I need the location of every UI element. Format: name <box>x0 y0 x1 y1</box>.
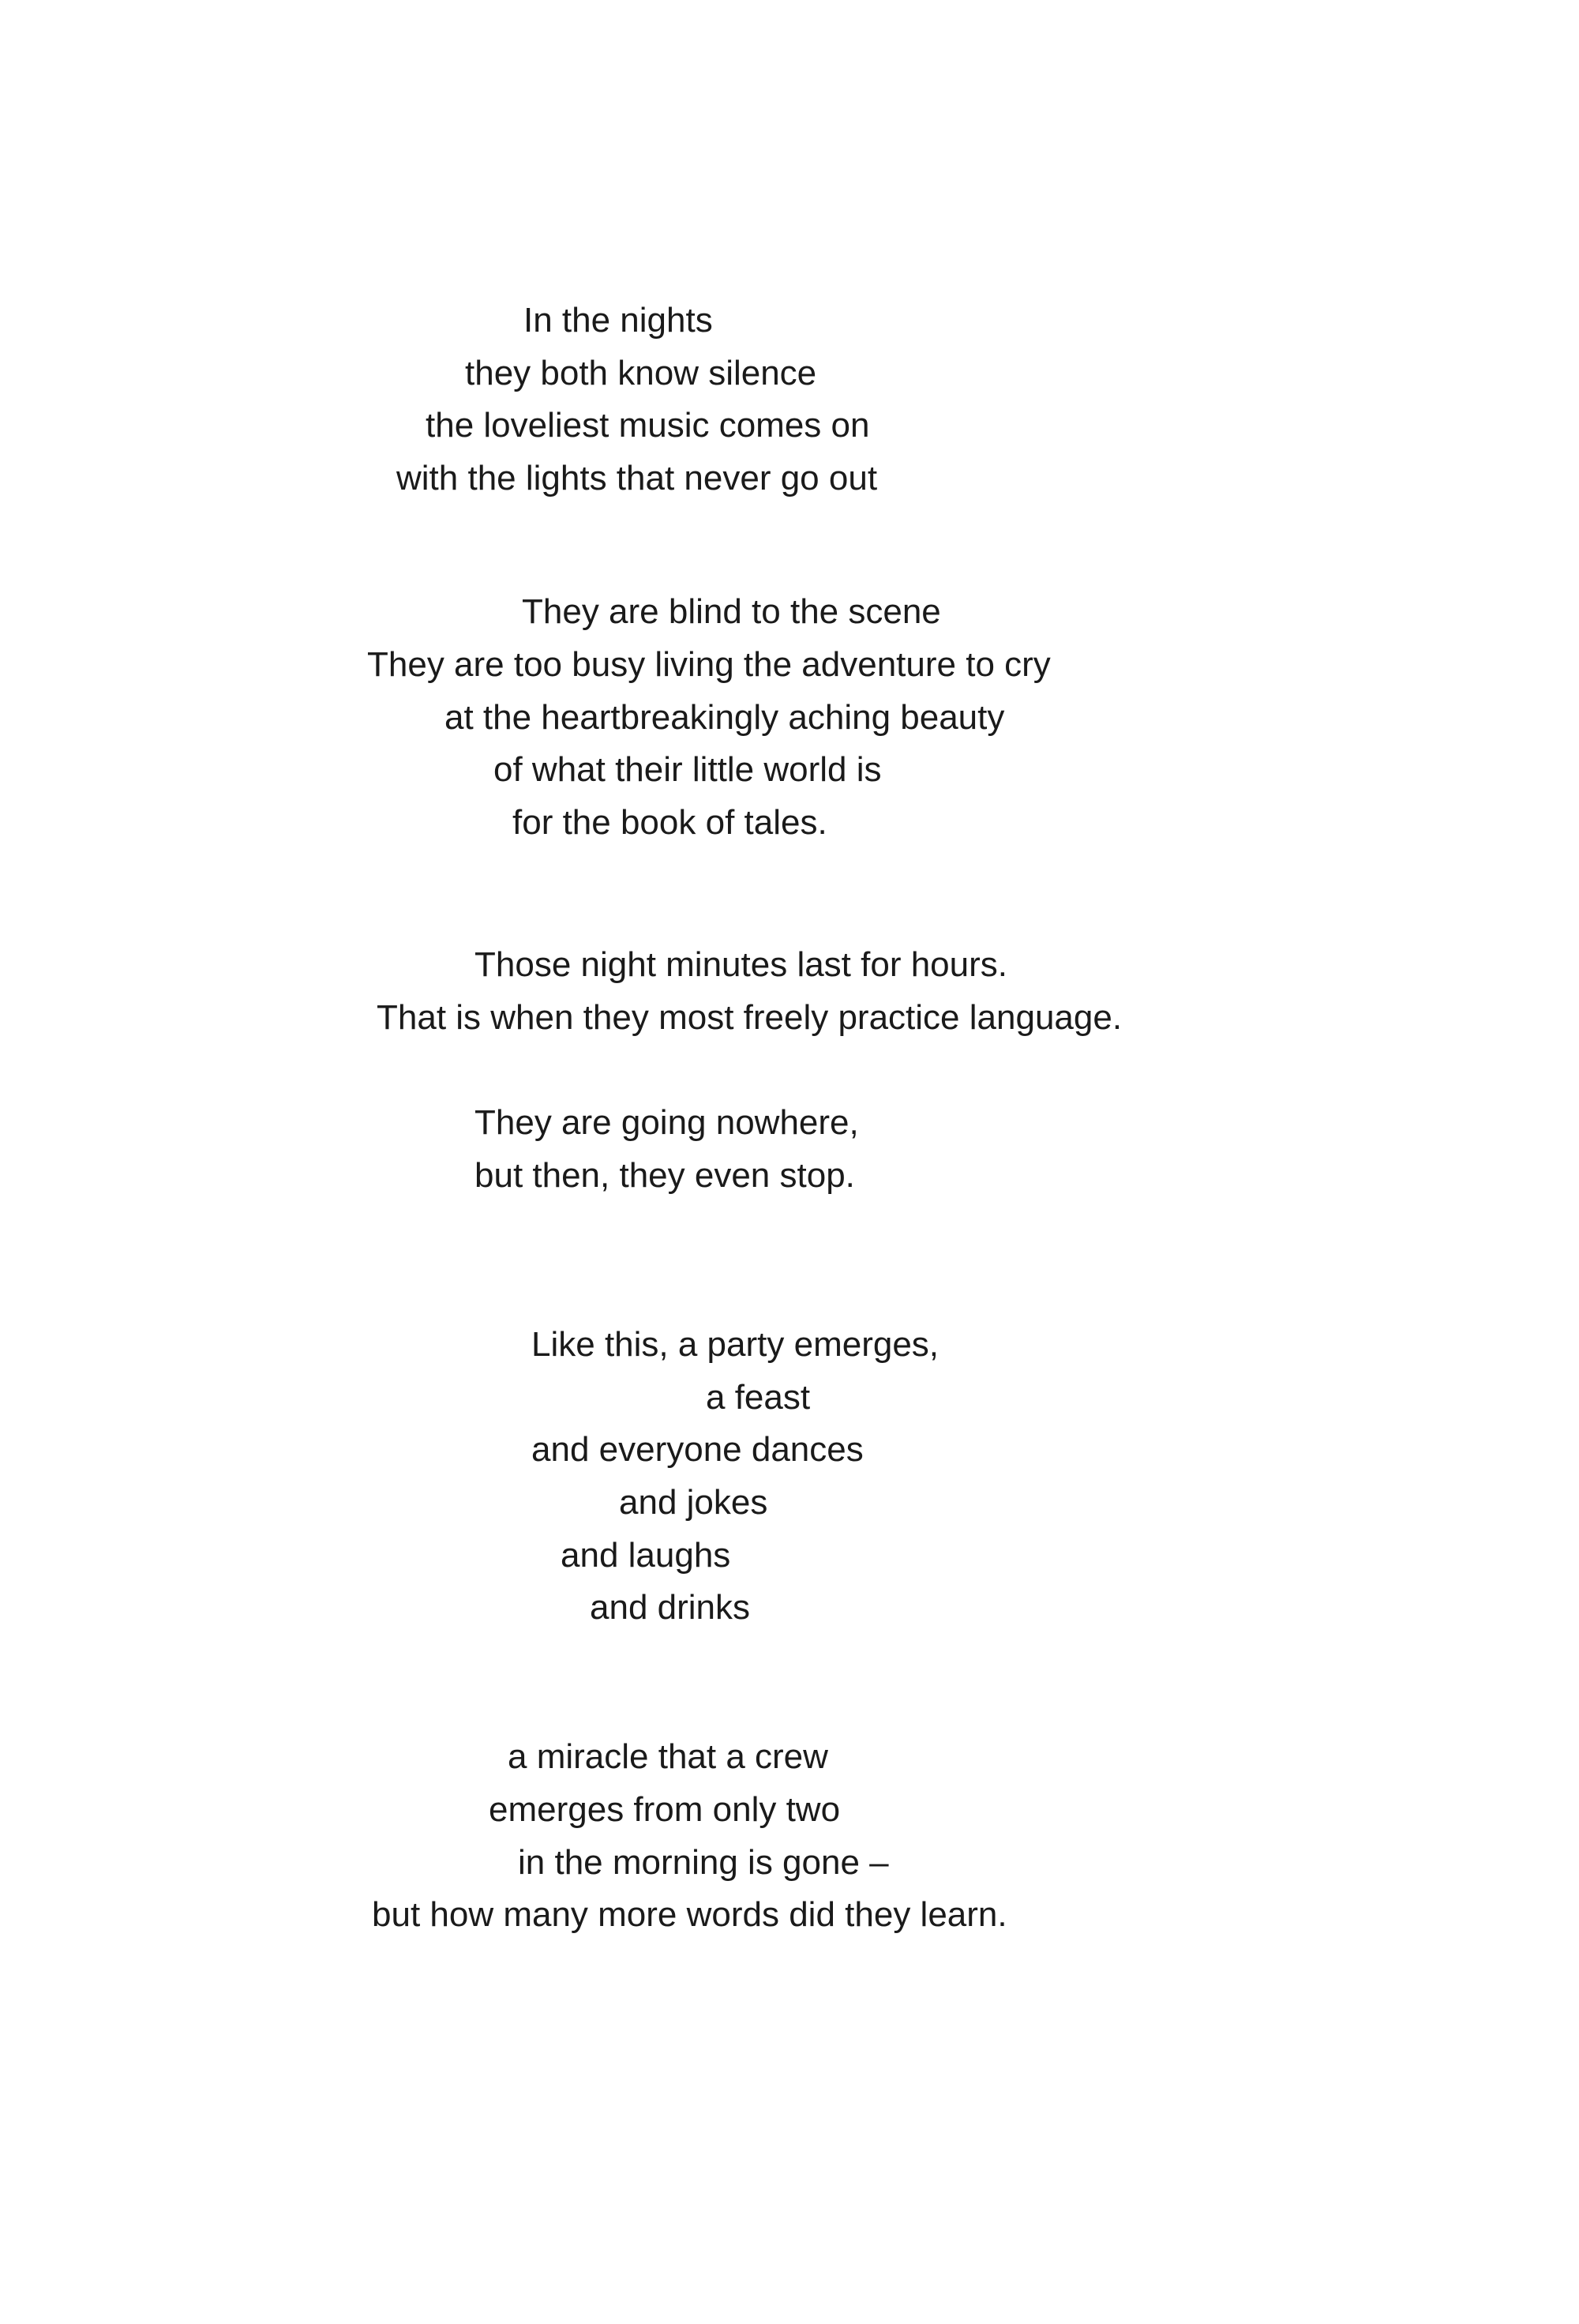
poem-line: in the morning is gone – <box>518 1843 889 1882</box>
poem-line: of what their little world is <box>493 750 882 789</box>
poem-line: emerges from only two <box>489 1790 841 1829</box>
poem-line: with the lights that never go out <box>396 459 878 497</box>
poem-line: They are going nowhere, <box>474 1103 859 1142</box>
poem-line: a miracle that a crew <box>508 1737 828 1776</box>
poem-line: for the book of tales. <box>512 803 827 842</box>
poem-line: the loveliest music comes on <box>426 406 870 445</box>
poem-line: and drinks <box>590 1588 751 1627</box>
poem-line: at the heartbreakingly aching beauty <box>444 698 1005 737</box>
poem-line: They are too busy living the adventure to cry <box>367 645 1051 684</box>
poem-line: and laughs <box>561 1536 731 1575</box>
poem-line: they both know silence <box>465 354 817 392</box>
poem-line: but then, they even stop. <box>474 1156 855 1195</box>
poem-line: but how many more words did they learn. <box>372 1895 1007 1934</box>
poem-line: In the nights <box>523 301 713 340</box>
poem-line: Like this, a party emerges, <box>531 1325 940 1364</box>
poem-line: and jokes <box>619 1483 768 1522</box>
poem-line: They are blind to the scene <box>522 592 941 631</box>
poem-line: That is when they most freely practice language. <box>377 998 1123 1037</box>
poem-line: and everyone dances <box>531 1430 864 1469</box>
poem-line: a feast <box>706 1378 811 1417</box>
poem-line: Those night minutes last for hours. <box>474 945 1007 984</box>
